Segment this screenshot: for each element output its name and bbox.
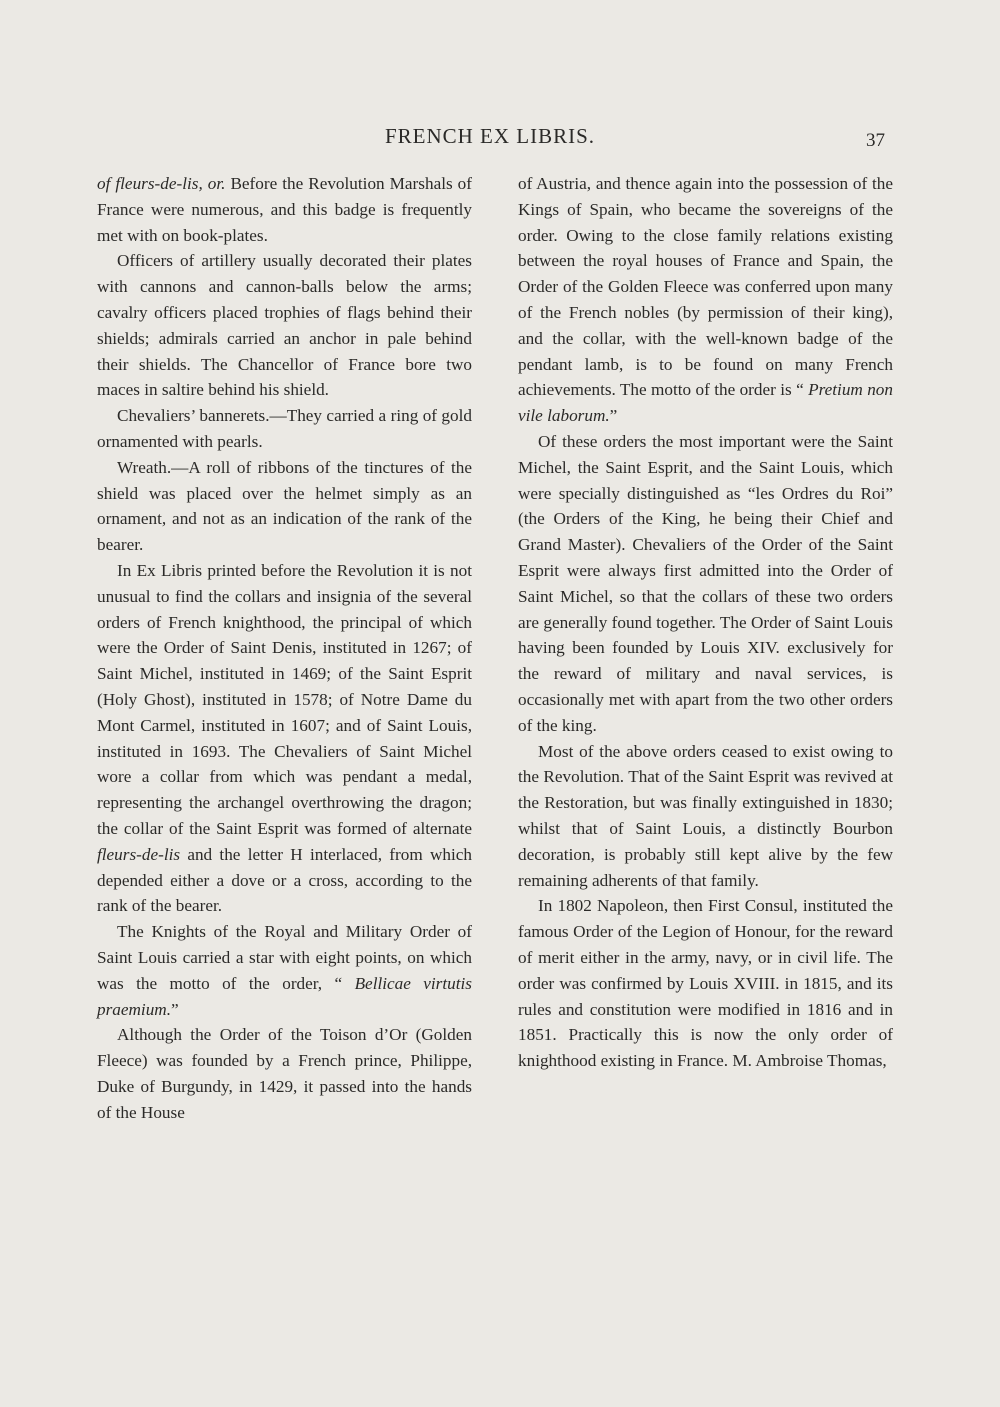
italic-phrase: fleurs-de-lis — [97, 844, 181, 864]
paragraph-text: In Ex Libris printed before the Revolution it is not unusual to find the collars and insignia of the several orders of French knighthood, the principal of which were the Order of Saint Denis, instituted in 1267; of Saint Michel, instituted in 1469; of the Saint Esprit (Holy Ghost), instituted in 1578; of Notre Dame du Mont Carmel, instituted in 1607; and of Saint Louis, instituted in 1693. The Chevaliers of Saint Michel wore a collar from which was pendant a medal, representing the archangel overthrowing the dragon; the collar of the Saint Esprit was formed of alternate — [97, 560, 472, 838]
paragraph: Although the Order of the Toison d’Or (Golden Fleece) was founded by a French prince, Philippe, Duke of Burgundy, in 1429, it passed into the hands of the House — [97, 1025, 472, 1122]
paragraph — [97, 919, 472, 1022]
left-column — [97, 171, 472, 1125]
italic-phrase: Pretium non vile laborum. — [518, 380, 893, 426]
paragraph: Wreath.—A roll of ribbons of the tinctures of the shield was placed over the helmet simply as an ornament, and not as an indication of the rank of the bearer. — [97, 457, 472, 555]
paragraph: Most of the above orders ceased to exist owing to the Revolution. That of the Saint Esprit was revived at the Restoration, but was finally extinguished in 1830; whilst that of Saint Louis, a distinctly Bourbon decoration, is probably still kept alive by the few remaining adherents of that family. — [518, 741, 893, 890]
paragraph: In 1802 Napoleon, then First Consul, instituted the famous Order of the Legion of Honour, for the reward of merit either in the army, navy, or in civil life. The order was confirmed by Louis XVIII. in 1815, and its rules and constitution were modified in 1816 and in 1851. Practically this is now the only order of knighthood existing in France. M. Ambroise Thomas, — [518, 896, 893, 1071]
paragraph-text: ” — [609, 406, 618, 426]
paragraph — [97, 171, 472, 248]
paragraph-text: The Knights of the Royal and Military Order of Saint Louis carried a star with eight points, on which was the motto of the order, “ — [97, 922, 472, 993]
paragraph-text: of Austria, and thence again into the possession of the Kings of Spain, who became the sovereigns of the order. Owing to the close family relations existing between the royal houses of France and Spain, the Order of the Golden Fleece was conferred upon many of the French nobles (by permission of their king), and the collar, with the well-known badge of the pendant lamb, is to be found on many French achievements. The motto of the order is “ — [518, 174, 893, 400]
paragraph-text: Before the Revolution Marshals of France were numerous, and this badge is frequently met with on book-plates. — [97, 174, 472, 245]
running-header-title: FRENCH EX LIBRIS. — [384, 124, 596, 148]
paragraph — [518, 171, 893, 429]
paragraph-text: ” — [171, 999, 179, 1019]
paragraph-text: and the letter H interlaced, from which depended either a dove or a cross, according to the rank of the bearer. — [97, 844, 472, 916]
paragraph: Of these orders the most important were the Saint Michel, the Saint Esprit, and the Saint Louis, which were specially distinguished as “les Ordres du Roi” (the Orders of the King, he being their Chief and Grand Master). Chevaliers of the Order of the Saint Esprit were always first admitted into the Order of Saint Michel, so that the collars of these two orders are generally found together. The Order of Saint Louis having been founded by Louis XIV. exclusively for the reward of military and naval services, is occasionally met with apart from the two other orders of the king. — [518, 431, 893, 735]
paragraph — [97, 558, 472, 919]
italic-phrase: Bellicae virtutis praemium. — [97, 973, 472, 1019]
italic-phrase: of fleurs-de-lis, or. — [97, 174, 226, 193]
paragraph: Officers of artillery usually decorated their plates with cannons and cannon-balls below the arms; cavalry officers placed trophies of flags behind their shields; admirals carried an anchor in pale behind their shields. The Chancellor of France bore two maces in saltire behind his shield. — [97, 251, 472, 400]
right-column — [518, 171, 893, 1074]
paragraph: Chevaliers’ bannerets.—They carried a ring of gold ornamented with pearls. — [97, 406, 472, 451]
page-number: 37 — [866, 130, 885, 151]
